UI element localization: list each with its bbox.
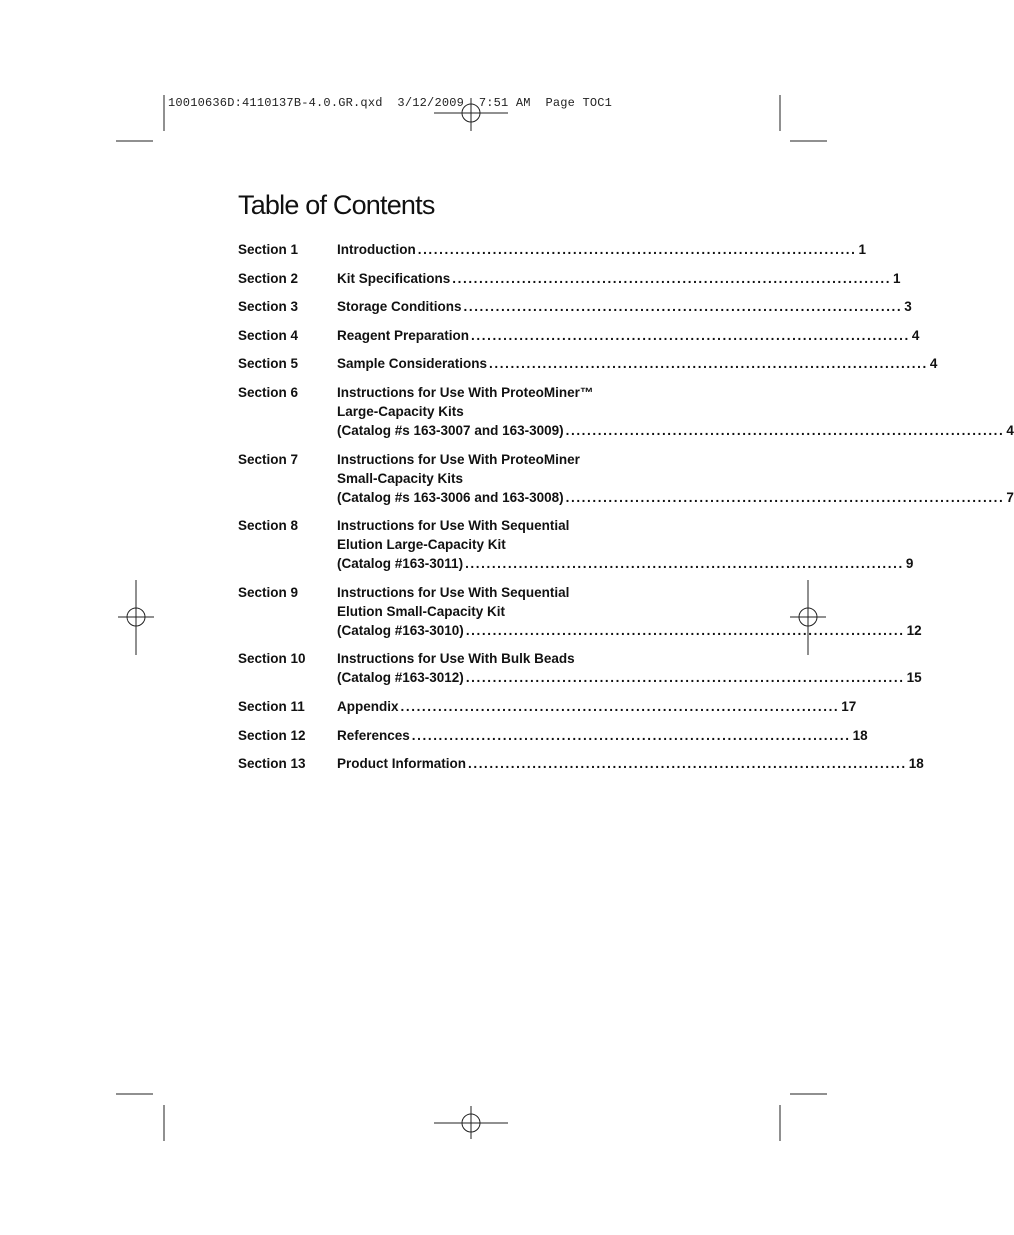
toc-entry-body [337,383,1014,440]
toc-entry [238,383,1014,440]
toc-entry [238,754,924,773]
toc-page-number: 18 [852,727,868,743]
toc-entry-body [337,516,914,573]
toc-entry-body [337,697,857,716]
toc-section-number: Section 8 [238,518,299,534]
toc-page-number: 17 [841,698,857,714]
toc-page-number: 12 [906,622,922,638]
toc-entry-title: Introduction [337,242,416,257]
toc-entry [238,240,867,259]
dot-leader: .................................................................................. [465,556,904,572]
dot-leader: .................................................................................. [468,756,907,772]
dot-leader: .................................................................................. [411,727,851,743]
toc-page-number: 9 [905,556,914,572]
toc-page-number: 1 [893,270,901,286]
toc-entry-body [337,269,901,288]
toc-section-number: Section 6 [238,384,299,400]
toc-entry-title: Kit Specifications [337,270,451,286]
toc-entry-title: (Catalog #s 163-3006 and 163-3008) [337,489,564,505]
toc-entry-title: Large-Capacity Kits [337,403,464,419]
toc-section-number: Section 5 [238,356,299,372]
toc-entry-body [337,754,924,773]
toc-entry-title: Elution Small-Capacity Kit [337,603,506,619]
dot-leader: .................................................................................. [417,242,857,257]
toc-entry-title: Instructions for Use With Sequential [337,518,570,534]
toc-section-number: Section 4 [238,327,299,343]
toc-section-number: Section 11 [238,698,305,714]
toc-section-number: Section 3 [238,299,299,315]
toc-entry [238,726,868,745]
toc-page-number: 18 [908,756,924,772]
toc-section-number: Section 9 [238,584,299,600]
dot-leader: .................................................................................. [565,422,1005,438]
toc-entry-title: References [337,727,410,743]
toc-page-number: 15 [906,670,922,686]
toc-section-number: Section 7 [238,451,299,467]
toc-section-number: Section 13 [238,756,306,772]
toc-page-number: 4 [1006,422,1014,438]
toc-page-number: 7 [1006,489,1014,505]
toc-section-number: Section 2 [238,270,299,286]
toc-entry-title: Product Information [337,756,466,772]
page-title: Table of Contents [238,190,435,220]
toc-entry-body [337,297,912,316]
toc-entry-title: (Catalog #163-3010) [337,622,464,638]
toc-entry-title: (Catalog #163-3012) [337,670,464,686]
toc-entry-body [337,354,938,373]
toc-entry-body [337,649,922,687]
toc-entry [238,583,922,640]
toc-page-number: 1 [858,242,867,257]
toc-entry [238,649,922,687]
toc-page-number: 4 [929,356,938,372]
toc-entry [238,326,920,345]
toc-entry-title: Instructions for Use With Bulk Beads [337,651,575,667]
toc-entry-title: Small-Capacity Kits [337,470,464,486]
toc-entry [238,297,912,316]
toc-section-number: Section 1 [238,242,299,257]
toc-entry-body [337,326,920,345]
toc-entry-title: Sample Considerations [337,356,488,372]
dot-leader: .................................................................................. [465,670,905,686]
toc-entry [238,697,857,716]
print-slug-line: 10010636D:4110137B-4.0.GR.qxd 3/12/2009 7:51 AM Page TOC1 [168,96,613,110]
toc-page-number: 4 [911,327,920,343]
toc-entry-title: (Catalog #163-3011) [337,556,464,572]
dot-leader: .................................................................................. [565,489,1005,505]
toc-entry [238,450,1014,507]
toc-entry-title: Storage Conditions [337,299,462,315]
dot-leader: .................................................................................. [463,299,903,315]
toc-entry-body [337,726,868,745]
toc-entry [238,516,914,573]
toc-entry-title: Elution Large-Capacity Kit [337,537,506,553]
dot-leader: .................................................................................. [465,622,905,638]
dot-leader: .................................................................................. [471,327,910,343]
toc-entry-title: (Catalog #s 163-3007 and 163-3009) [337,422,564,438]
dot-leader: .................................................................................. [400,698,840,714]
toc-entry-title: Appendix [337,698,399,714]
table-of-contents [238,240,1014,783]
toc-entry [238,354,938,373]
dot-leader: .................................................................................. [452,270,892,286]
toc-entry-body [337,583,922,640]
toc-entry-title: Instructions for Use With Sequential [337,584,570,600]
toc-section-number: Section 12 [238,727,306,743]
toc-entry-body [337,240,867,259]
toc-entry-title: Instructions for Use With ProteoMiner [337,451,580,467]
toc-page-number: 3 [904,299,912,315]
toc-entry-body [337,450,1014,507]
toc-entry-title: Instructions for Use With ProteoMiner™ [337,384,594,400]
toc-section-number: Section 10 [238,651,306,667]
toc-entry [238,269,901,288]
toc-entry-title: Reagent Preparation [337,327,470,343]
dot-leader: .................................................................................. [489,356,928,372]
